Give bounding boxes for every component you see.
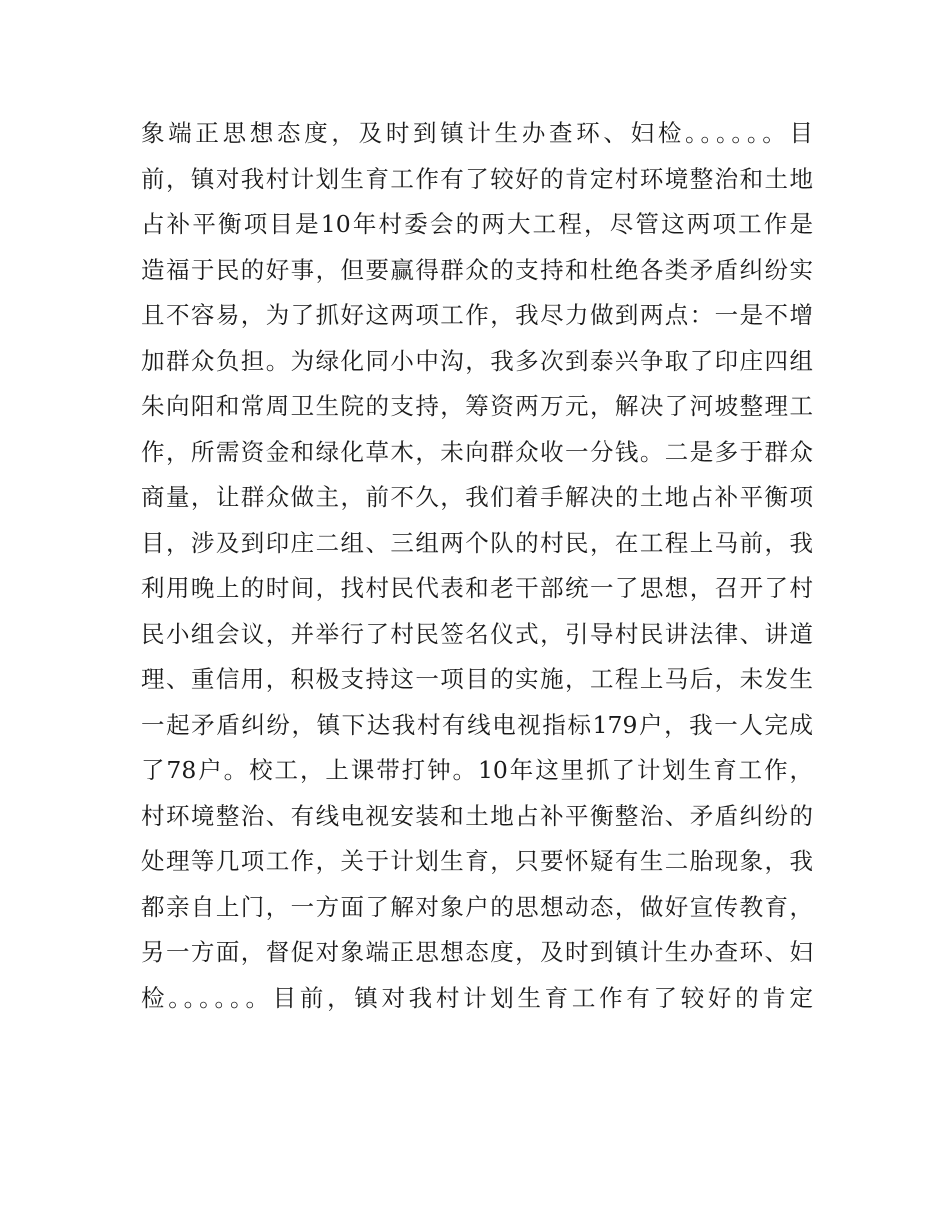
text-line-10: 目，涉及到印庄二组、三组两个队的村民，在工程上马前，我	[141, 528, 813, 557]
text-line-1: 象端正思想态度，及时到镇计生办查环、妇检。。。。。。目	[141, 119, 813, 147]
text-line-12: 民小组会议，并举行了村民签名仪式，引导村民讲法律、讲道	[141, 619, 813, 648]
text-line-19: 另一方面，督促对象端正思想态度，及时到镇计生办查环、妇	[141, 938, 813, 966]
text-line-16: 村环境整治、有线电视安装和土地占补平衡整治、矛盾纠纷的	[141, 801, 813, 830]
text-line-13: 理、重信用，积极支持这一项目的实施，工程上马后，未发生	[141, 665, 813, 693]
body-text	[141, 111, 813, 1021]
text-line-18: 都亲自上门，一方面了解对象户的思想动态，做好宣传教育，	[141, 892, 813, 921]
text-line-2: 前，镇对我村计划生育工作有了较好的肯定村环境整治和土地	[141, 164, 813, 193]
text-line-4: 造福于民的好事，但要赢得群众的支持和杜绝各类矛盾纠纷实	[141, 255, 813, 284]
text-line-11: 利用晚上的时间，找村民代表和老干部统一了思想，召开了村	[141, 574, 813, 602]
text-line-5: 且不容易，为了抓好这两项工作，我尽力做到两点：一是不增	[141, 301, 813, 329]
text-line-6: 加群众负担。为绿化同小中沟，我多次到泰兴争取了印庄四组	[141, 346, 813, 375]
text-line-9: 商量，让群众做主，前不久，我们着手解决的土地占补平衡项	[141, 483, 813, 511]
text-line-17: 处理等几项工作，关于计划生育，只要怀疑有生二胎现象，我	[141, 847, 813, 875]
text-line-7: 朱向阳和常周卫生院的支持，筹资两万元，解决了河坡整理工	[141, 392, 813, 420]
text-line-3: 占补平衡项目是10年村委会的两大工程，尽管这两项工作是	[141, 210, 813, 238]
text-line-15: 了78户。校工，上课带打钟。10年这里抓了计划生育工作，	[141, 756, 813, 784]
text-line-14: 一起矛盾纠纷，镇下达我村有线电视指标179户，我一人完成	[141, 710, 813, 739]
text-line-8: 作，所需资金和绿化草木，未向群众收一分钱。二是多于群众	[141, 437, 813, 466]
text-line-20: 检。。。。。。目前，镇对我村计划生育工作有了较好的肯定	[141, 983, 813, 1012]
